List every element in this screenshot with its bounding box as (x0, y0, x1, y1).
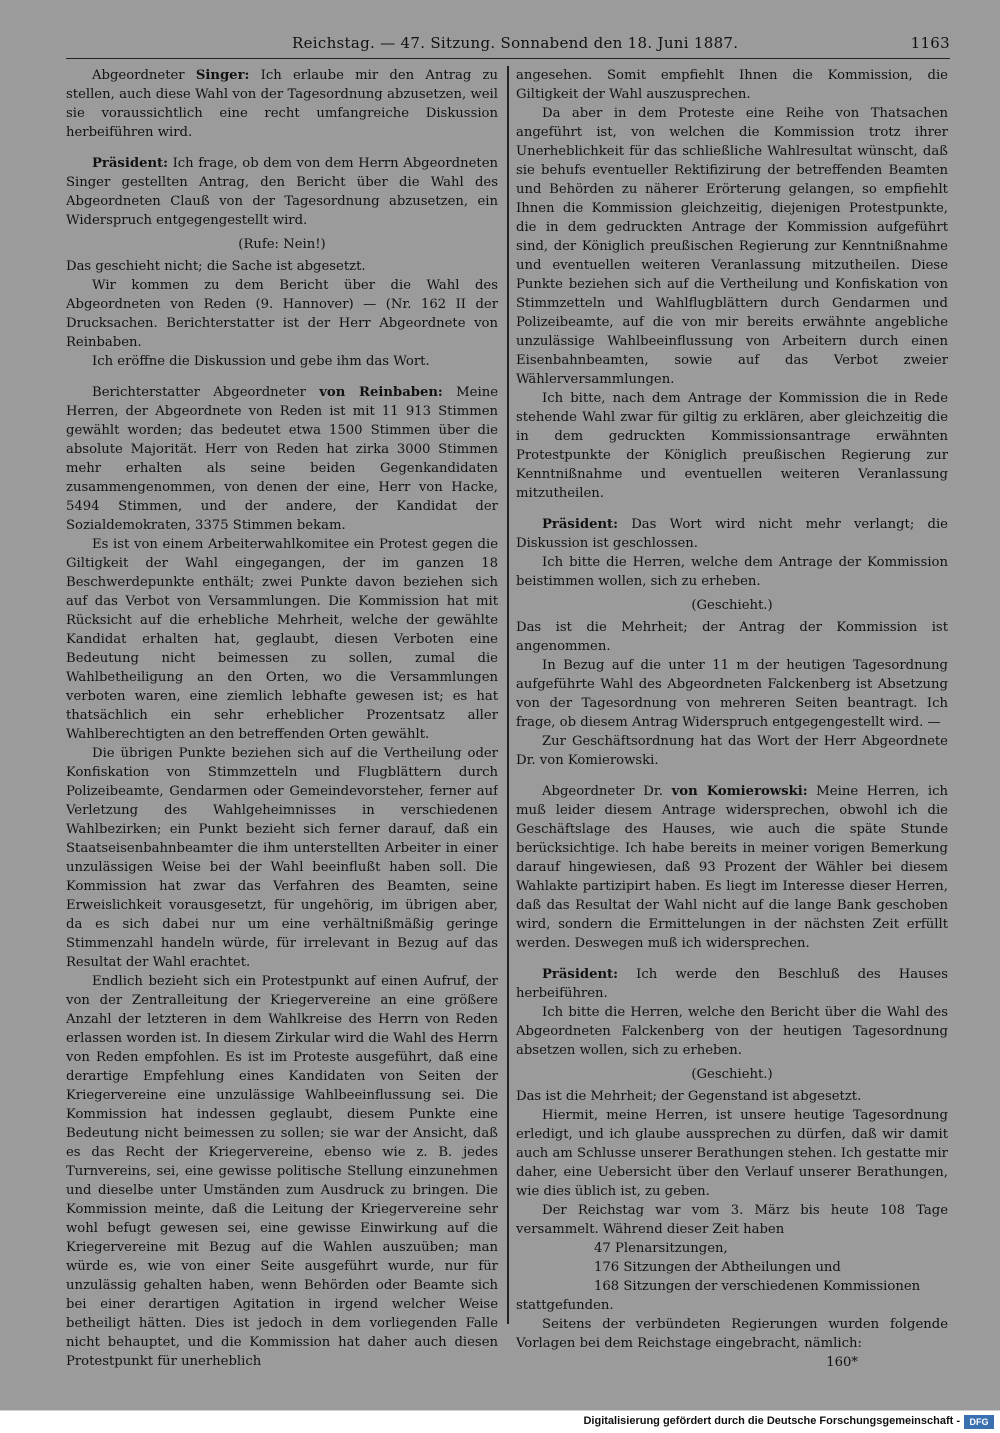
paragraph (516, 1239, 948, 1258)
paragraph (516, 1106, 948, 1201)
paragraph (66, 235, 498, 254)
dfg-logo: DFG (964, 1415, 994, 1429)
stage-direction: (Rufe: Nein!) (238, 237, 326, 252)
paragraph (516, 1353, 948, 1370)
speaker-lead: Berichterstatter Abgeordneter (92, 385, 320, 400)
paragraph (516, 1315, 948, 1353)
paragraph-text: Ich bitte die Herren, welche dem Antrage der Kommission beistimmen wollen, sich zu erheben. (516, 555, 948, 589)
running-header (66, 34, 950, 59)
paragraph-text: Ich bitte die Herren, welche den Bericht über die Wahl des Abgeordneten Falckenberg von der heutigen Tagesordnung absetzen wollen, sich zu erheben. (516, 1005, 948, 1058)
paragraph (66, 154, 498, 230)
speaker-lead: Abgeordneter (92, 68, 196, 83)
speaker-lead: Abgeordneter Dr. (542, 784, 672, 799)
paragraph-text: Seitens der verbündeten Regierungen wurden folgende Vorlagen bei dem Reichstage eingebracht, nämlich: (516, 1317, 948, 1351)
stage-direction: (Geschieht.) (691, 598, 773, 613)
paragraph (516, 389, 948, 503)
paragraph (66, 383, 498, 535)
list-item: 176 Sitzungen der Abtheilungen und (594, 1260, 841, 1275)
speaker-name: von Komierowski: (671, 784, 808, 799)
speaker-name: von Reinbaben: (319, 385, 443, 400)
paragraph (66, 744, 498, 972)
paragraph-text: Das geschieht nicht; die Sache ist abgesetzt. (66, 259, 366, 274)
signature-mark: 160* (826, 1355, 858, 1370)
paragraph (516, 515, 948, 553)
paragraph (516, 104, 948, 389)
paragraph (516, 66, 948, 104)
paragraph-text: angesehen. Somit empfiehlt Ihnen die Kommission, die Giltigkeit der Wahl auszusprechen. (516, 68, 948, 102)
paragraph-text: Meine Herren, der Abgeordnete von Reden ist mit 11 913 Stimmen gewählt worden; das bedeutet etwa 1500 Stimmen über die absolute Majorität. Herr von Reden hat zirka 3000 Stimmen mehr erhalten als seine beiden Gegenkandidaten zusammengenommen, von denen der eine, Herr von Hacke, 5494 Stimmen, und der andere, der Kandidat der Sozialdemokraten, 3375 Stimmen bekam. (66, 385, 498, 533)
right-column (516, 66, 948, 1370)
paragraph-text: Wir kommen zu dem Bericht über die Wahl des Abgeordneten von Reden (9. Hannover) — (Nr. 162 II der Drucksachen. Berichterstatter ist der Herr Abgeordnete von Reinbaben. (66, 278, 498, 350)
footer-bar (0, 1410, 1000, 1433)
paragraph-text: Ich werde den Beschluß des Hauses herbeiführen. (516, 967, 948, 1001)
paragraph (516, 1296, 948, 1315)
page-number: 1163 (910, 34, 950, 52)
funding-credit: Digitalisierung gefördert durch die Deutsche Forschungsgemeinschaft - (583, 1415, 960, 1427)
paragraph (516, 782, 948, 953)
paragraph (516, 618, 948, 656)
paragraph (516, 1065, 948, 1084)
speaker-name: Singer: (195, 68, 250, 83)
paragraph (516, 1087, 948, 1106)
paragraph-text: Ich eröffne die Diskussion und gebe ihm das Wort. (92, 354, 430, 369)
paragraph-text: Das ist die Mehrheit; der Antrag der Kommission ist angenommen. (516, 620, 948, 654)
paragraph (66, 257, 498, 276)
paragraph (66, 276, 498, 352)
paragraph-text: Es ist von einem Arbeiterwahlkomitee ein Protest gegen die Giltigkeit der Wahl eingegangen, der im ganzen 18 Beschwerdepunkte enthält; zwei Punkte davon beziehen sich auf das Verbot von Versammlungen. Die Kommission hat mit Rücksicht auf die erhebliche Mehrheit, welche der gewählte Kandidat erhalten hat, geglaubt, diesen Verboten eine Bedeutung nicht beimessen zu sollen, zumal die Wahlbetheiligung an den Orten, wo die Versammlungen verboten waren, eine ziemlich lebhafte gewesen ist; es hat thatsächlich ein sehr erheblicher Prozentsatz aller Wahlberechtigten an den betreffenden Orten gewählt. (66, 537, 498, 742)
paragraph-text: Da aber in dem Proteste eine Reihe von Thatsachen angeführt ist, von welchen die Kommission trotz ihrer Unerheblichkeit für das schließliche Wahlresultat wünscht, daß sie behufs eventueller Rektifizirung der betreffenden Beamten und Behörden zu näherer Erörterung gelangen, so empfiehlt Ihnen die Kommission gleichzeitig, diejenigen Protestpunkte, die in dem gedruckten Antrage der Kommission aufgeführt sind, der Königlich preußischen Regierung zur Kenntnißnahme und eventuellen weiteren Veranlassung mitzutheilen. Diese Punkte beziehen sich auf die Vertheilung und Konfiskation von Stimmzetteln und Wahlflugblättern durch Gendarmen und Polizeibeamte, auf die von mir bereits erwähnte angebliche unzulässige Wahlbeeinflussung von Arbeitern durch einen Eisenbahnbeamten, sowie auf das Verbot zweier Wählerversammlungen. (516, 106, 948, 387)
speaker-name: Präsident: (542, 517, 619, 532)
list-item: 168 Sitzungen der verschiedenen Kommissionen (594, 1279, 921, 1294)
paragraph-text: Hiermit, meine Herren, ist unsere heutige Tagesordnung erledigt, und ich glaube aussprechen zu dürfen, daß wir damit auch am Schlusse unserer Berathungen stehen. Ich gestatte mir daher, eine Uebersicht über den Verlauf unserer Berathungen, wie dies üblich ist, zu geben. (516, 1108, 948, 1199)
speaker-name: Präsident: (92, 156, 169, 171)
paragraph (516, 553, 948, 591)
paragraph (516, 732, 948, 770)
paragraph (66, 66, 498, 142)
paragraph-text: Zur Geschäftsordnung hat das Wort der Herr Abgeordnete Dr. von Komierowski. (516, 734, 948, 768)
paragraph-text: Das ist die Mehrheit; der Gegenstand ist abgesetzt. (516, 1089, 862, 1104)
running-title: Reichstag. — 47. Sitzung. Sonnabend den 18. Juni 1887. (292, 34, 739, 52)
stage-direction: (Geschieht.) (691, 1067, 773, 1082)
speaker-name: Präsident: (542, 967, 619, 982)
paragraph (516, 1258, 948, 1277)
paragraph-text: Ich erlaube mir den Antrag zu stellen, auch diese Wahl von der Tagesordnung abzusetzen, weil sie voraussichtlich eine recht umfangreiche Diskussion herbeiführen wird. (66, 68, 498, 140)
paragraph (516, 1201, 948, 1239)
paragraph-text: Der Reichstag war vom 3. März bis heute 108 Tage versammelt. Während dieser Zeit haben (516, 1203, 948, 1237)
list-item: 47 Plenarsitzungen, (594, 1241, 728, 1256)
paragraph-text: Ich frage, ob dem von dem Herrn Abgeordneten Singer gestellten Antrag, den Bericht über die Wahl des Abgeordneten Clauß von der Tagesordnung abzusetzen, ein Widerspruch entgegengestellt wird. (66, 156, 498, 228)
paragraph-text: Die übrigen Punkte beziehen sich auf die Vertheilung oder Konfiskation von Stimmzetteln und Flugblättern durch Polizeibeamte, Gendarmen oder Gemeindevorsteher, ferner auf Verletzung des Wahlgeheimnisses in verschiedenen Wahlbezirken; ein Punkt bezieht sich ferner darauf, daß ein Staatseisenbahnbeamter die ihm unterstellten Arbeiter in einer unzulässigen Weise bei der Wahl beeinflußt haben soll. Die Kommission hat zwar das Verfahren des Beamten, seine Erweislichkeit vorausgesetzt, für ungehörig, im übrigen aber, da es sich dabei nur um eine verhältnißmäßig geringe Stimmenzahl handeln würde, für irrelevant in Bezug auf das Resultat der Wahl erachtet. (66, 746, 498, 970)
paragraph (516, 1003, 948, 1060)
paragraph-text: Ich bitte, nach dem Antrage der Kommission die in Rede stehende Wahl zwar für giltig zu erklären, aber gleichzeitig die in dem gedruckten Kommissionsantrage erwähnten Protestpunkte der Königlich preußischen Regierung zur Kenntnißnahme und eventuellen weiteren Veranlassung mitzutheilen. (516, 391, 948, 501)
paragraph-text: In Bezug auf die unter 11 m der heutigen Tagesordnung aufgeführte Wahl des Abgeordneten Falckenberg ist Absetzung von der Tagesordnung von mehreren Seiten beantragt. Ich frage, ob diesem Antrag Widerspruch entgegengestellt wird. — (516, 658, 948, 730)
paragraph (66, 352, 498, 371)
paragraph (516, 1277, 948, 1296)
column-divider (507, 66, 509, 1324)
left-column (66, 66, 498, 1370)
paragraph-text: stattgefunden. (516, 1298, 614, 1313)
paragraph (516, 656, 948, 732)
paragraph (66, 535, 498, 744)
paragraph (516, 965, 948, 1003)
paragraph-text: Meine Herren, ich muß leider diesem Antrage widersprechen, obwohl ich die Geschäftslage des Hauses, wie auch die späte Stunde berücksichtige. Ich habe bereits in meiner vorigen Bemerkung darauf hingewiesen, daß 93 Prozent der Wähler bei diesem Wahlakte partizipirt haben. Es liegt im Interesse dieser Herren, daß das Resultat der Wahl nicht auf die lange Bank geschoben wird, sondern die Ermittelungen in der nächsten Zeit erfüllt werden. Deswegen muß ich widersprechen. (516, 784, 948, 951)
paragraph (516, 596, 948, 615)
paragraph (66, 972, 498, 1370)
paragraph-text: Endlich bezieht sich ein Protestpunkt auf einen Aufruf, der von der Zentralleitung der Kriegervereine an eine größere Anzahl der letzteren in dem Wahlkreise des Herrn von Reden erlassen worden ist. In diesem Zirkular wird die Wahl des Herrn von Reden empfohlen. Es ist im Proteste ausgeführt, daß eine derartige Empfehlung eines Kandidaten von Seiten der Kriegervereine eine unzulässige Wahlbeeinflussung sei. Die Kommission hat indessen geglaubt, diesem Punkte eine Bedeutung nicht beimessen zu sollen; sie war der Ansicht, daß es das Recht der Kriegervereine, ebenso wie z. B. jedes Turnvereins, sei, eine gewisse politische Stellung einzunehmen und dieselbe unter Umständen zum Ausdruck zu bringen. Die Kommission meinte, daß die Leitung der Kriegervereine sehr wohl befugt gewesen sei, eine gewisse Einwirkung auf die Kriegervereine mit Bezug auf die Wahlen auszuüben; man würde es, wie von einer Seite ausgeführt wurde, nur für unzulässig gehalten haben, wenn Behörden oder Beamte sich bei einer derartigen Agitation in irgend welcher Weise betheiligt hätten. Dies ist jedoch in dem vorliegenden Falle nicht behauptet, und die Kommission hat daher auch diesen Protestpunkt für unerheblich (66, 974, 498, 1369)
paragraph-text: Das Wort wird nicht mehr verlangt; die Diskussion ist geschlossen. (516, 517, 948, 551)
